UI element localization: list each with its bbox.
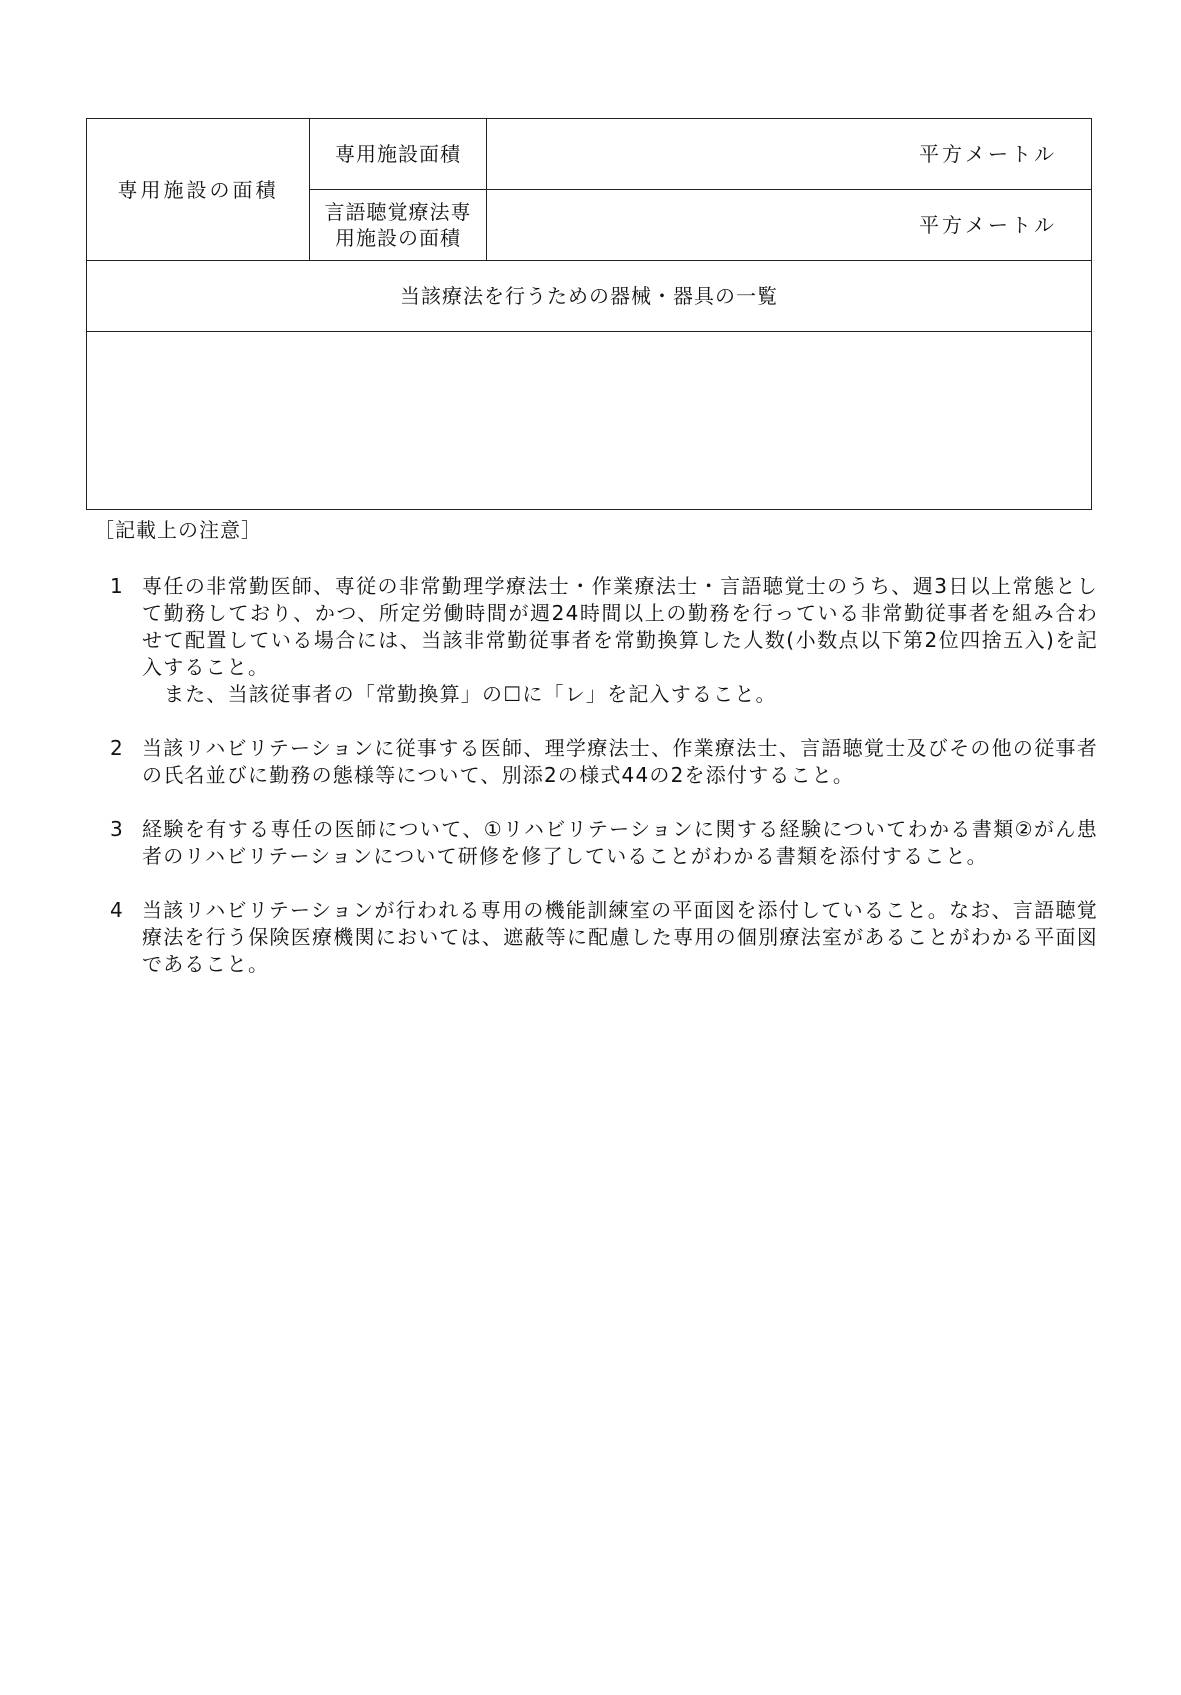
note-number: 1 xyxy=(110,574,124,598)
speech-therapy-area-unit: 平方メートル xyxy=(919,213,1057,237)
dedicated-area-unit: 平方メートル xyxy=(919,142,1057,166)
note-text: 専任の非常勤医師、専従の非常勤理学療法士・作業療法士・言語聴覚士のうち、週3日以上常態として勤務しており、かつ、所定労働時間が週24時間以上の勤務を行っている非常勤従事者を組み合わせて配置している場合には、当該非常勤従事者を常勤換算した人数(小数点以下第2位四捨五入)を記入すること。 xyxy=(142,574,1098,679)
speech-therapy-area-label xyxy=(310,190,487,261)
notes-heading: ［記載上の注意］ xyxy=(94,518,262,542)
table-row xyxy=(87,119,1092,190)
note-number: 2 xyxy=(110,736,124,760)
table-row xyxy=(87,332,1092,510)
note-extra-text: また、当該従事者の「常勤換算」の☐に「レ」を記入すること。 xyxy=(164,682,777,706)
facility-form-table xyxy=(86,118,1092,510)
equipment-list-field[interactable] xyxy=(87,332,1092,510)
note-text: 当該リハビリテーションに従事する医師、理学療法士、作業療法士、言語聴覚士及びその他の従事者の氏名並びに勤務の態様等について、別添2の様式44の2を添付すること。 xyxy=(142,736,1098,787)
note-text: 当該リハビリテーションが行われる専用の機能訓練室の平面図を添付していること。なお、言語聴覚療法を行う保険医療機関においては、遮蔽等に配慮した専用の個別療法室があることがわかる平面図であること。 xyxy=(142,898,1098,976)
note-number: 3 xyxy=(110,817,124,841)
note-item xyxy=(110,816,1098,870)
dedicated-area-value-field[interactable] xyxy=(487,119,1092,190)
note-text: 経験を有する専任の医師について、①リハビリテーションに関する経験についてわかる書類②がん患者のリハビリテーションについて研修を修了していることがわかる書類を添付すること。 xyxy=(142,817,1098,868)
table-row xyxy=(87,261,1092,332)
facility-area-label: 専用施設の面積 xyxy=(87,119,310,261)
note-item xyxy=(110,897,1098,978)
equipment-list-heading: 当該療法を行うための器械・器具の一覧 xyxy=(87,261,1092,332)
dedicated-area-label: 専用施設面積 xyxy=(310,119,487,190)
note-item xyxy=(110,573,1098,708)
speech-therapy-area-label-text: 言語聴覚療法専用施設の面積 xyxy=(324,200,472,250)
note-item xyxy=(110,735,1098,789)
speech-therapy-area-value-field[interactable] xyxy=(487,190,1092,261)
note-number: 4 xyxy=(110,898,124,922)
